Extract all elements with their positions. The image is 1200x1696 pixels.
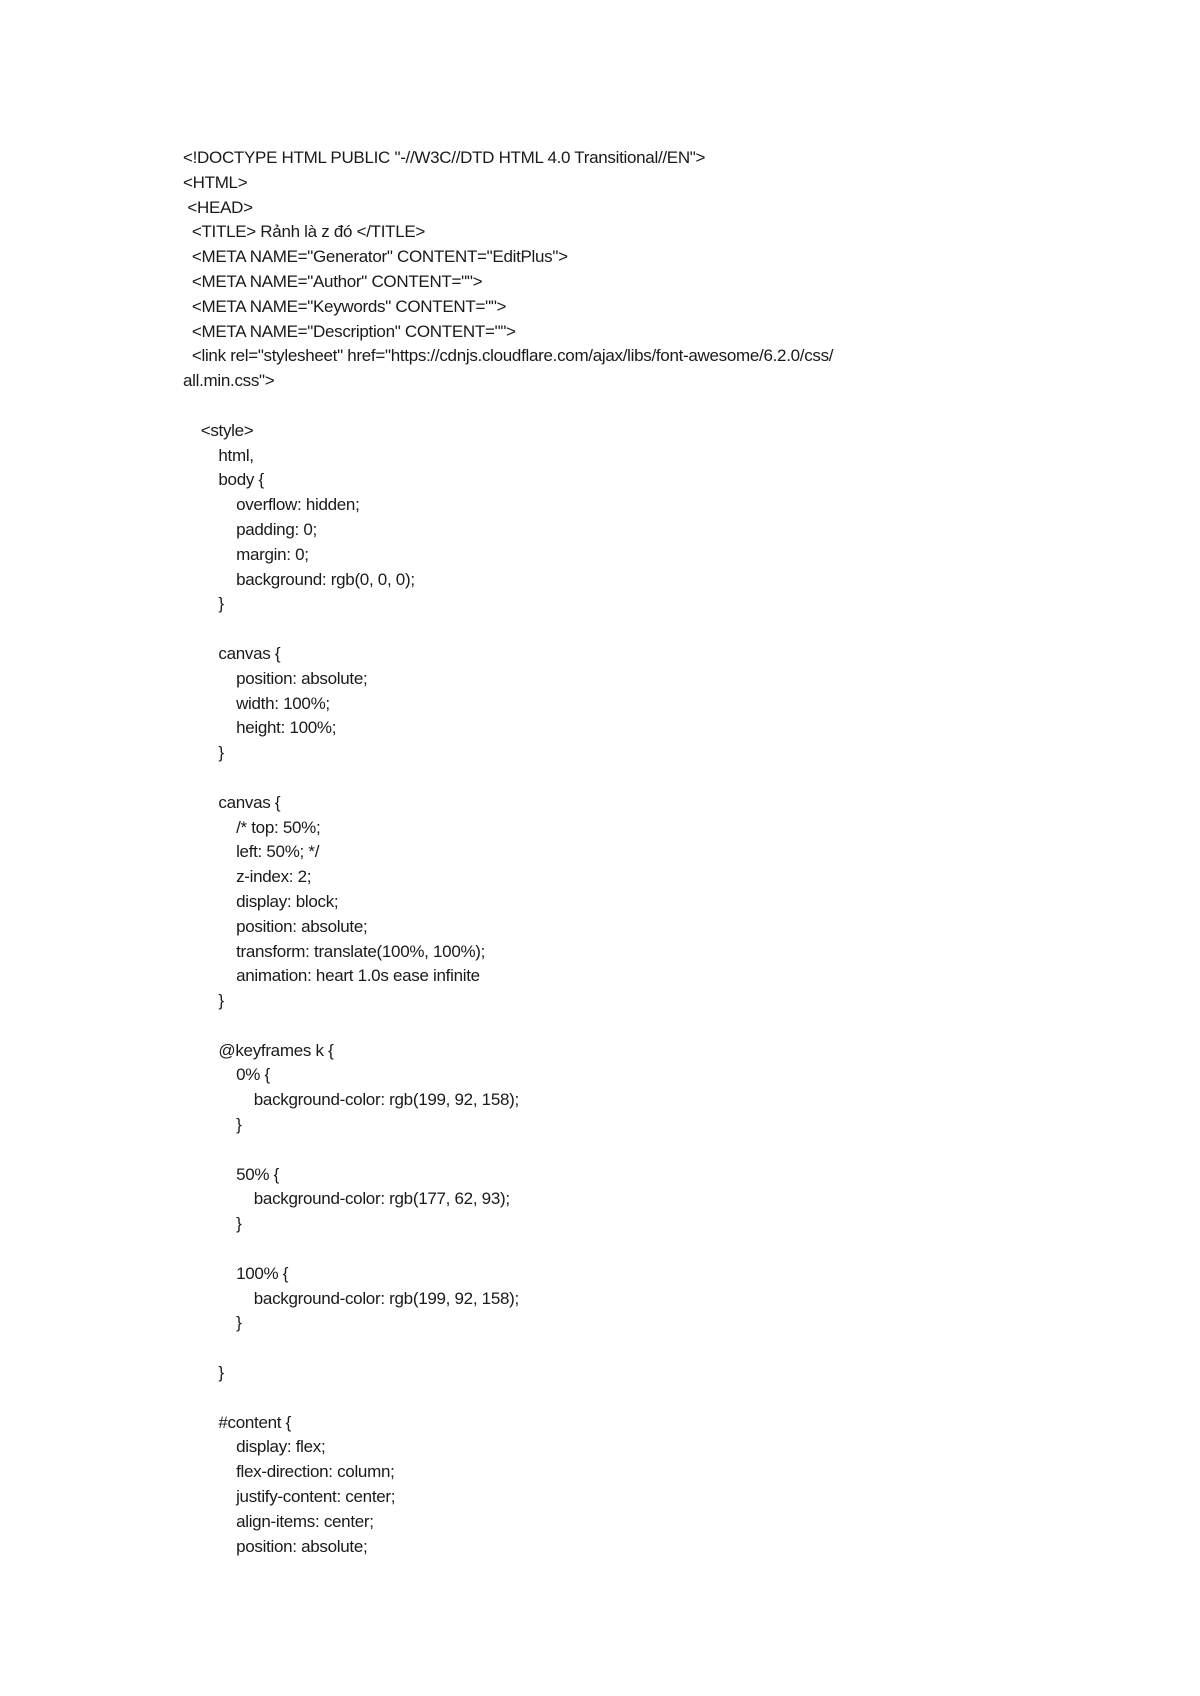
code-line: <style> <box>183 420 254 440</box>
code-line: <!DOCTYPE HTML PUBLIC "-//W3C//DTD HTML 4.0 Transitional//EN"> <box>183 148 706 167</box>
code-line: html, <box>183 445 254 465</box>
code-line: background-color: rgb(177, 62, 93); <box>183 1189 510 1209</box>
code-line: 0% { <box>183 1065 270 1085</box>
code-line <box>183 394 1163 419</box>
code-line: background: rgb(0, 0, 0); <box>183 569 415 589</box>
code-line <box>183 1138 1163 1163</box>
code-line: justify-content: center; <box>183 1487 396 1507</box>
code-line: flex-direction: column; <box>183 1462 395 1482</box>
code-line: <HEAD> <box>183 197 253 217</box>
code-line: canvas { <box>183 643 281 663</box>
code-line: <HTML> <box>183 172 248 192</box>
code-line: } <box>183 1313 242 1333</box>
code-line: transform: translate(100%, 100%); <box>183 941 486 961</box>
code-line: left: 50%; */ <box>183 842 320 862</box>
code-line <box>183 1237 1163 1262</box>
code-line: body { <box>183 470 264 490</box>
code-line: margin: 0; <box>183 544 309 564</box>
code-line: @keyframes k { <box>183 1040 334 1060</box>
code-line: } <box>183 1363 224 1383</box>
code-line: <META NAME="Generator" CONTENT="EditPlus"> <box>183 247 568 267</box>
code-line: } <box>183 1115 242 1135</box>
code-line: width: 100%; <box>183 693 330 713</box>
code-line: overflow: hidden; <box>183 495 360 515</box>
code-line: /* top: 50%; <box>183 817 321 837</box>
code-line: <link rel="stylesheet" href="https://cdnjs.cloudflare.com/ajax/libs/font-awesome/6.2.0/css/ <box>183 346 834 366</box>
code-line: position: absolute; <box>183 1536 368 1556</box>
code-line <box>183 1386 1163 1411</box>
code-line: animation: heart 1.0s ease infinite <box>183 966 480 986</box>
code-line: 50% { <box>183 1164 280 1184</box>
code-line: #content { <box>183 1412 292 1432</box>
code-line: position: absolute; <box>183 916 368 936</box>
code-line: <TITLE> Rảnh là z đó </TITLE> <box>183 222 426 242</box>
code-line: } <box>183 991 224 1011</box>
code-listing <box>183 146 1163 1559</box>
code-line: position: absolute; <box>183 668 368 688</box>
code-line: <META NAME="Keywords" CONTENT=""> <box>183 296 507 316</box>
code-line: 100% { <box>183 1263 289 1283</box>
code-line: display: flex; <box>183 1437 326 1457</box>
code-line: } <box>183 743 224 763</box>
code-line: background-color: rgb(199, 92, 158); <box>183 1090 519 1110</box>
code-line: all.min.css"> <box>183 371 275 391</box>
code-line: height: 100%; <box>183 718 337 738</box>
code-line: canvas { <box>183 792 281 812</box>
code-line: align-items: center; <box>183 1511 374 1531</box>
code-line: } <box>183 594 224 614</box>
code-line: display: block; <box>183 891 339 911</box>
code-line: background-color: rgb(199, 92, 158); <box>183 1288 519 1308</box>
code-line: <META NAME="Description" CONTENT=""> <box>183 321 516 341</box>
code-line <box>183 766 1163 791</box>
code-line <box>183 1014 1163 1039</box>
code-line <box>183 1336 1163 1361</box>
code-line <box>183 617 1163 642</box>
code-line: padding: 0; <box>183 519 317 539</box>
code-line: } <box>183 1214 242 1234</box>
code-line: z-index: 2; <box>183 867 312 887</box>
code-line: <META NAME="Author" CONTENT=""> <box>183 271 483 291</box>
